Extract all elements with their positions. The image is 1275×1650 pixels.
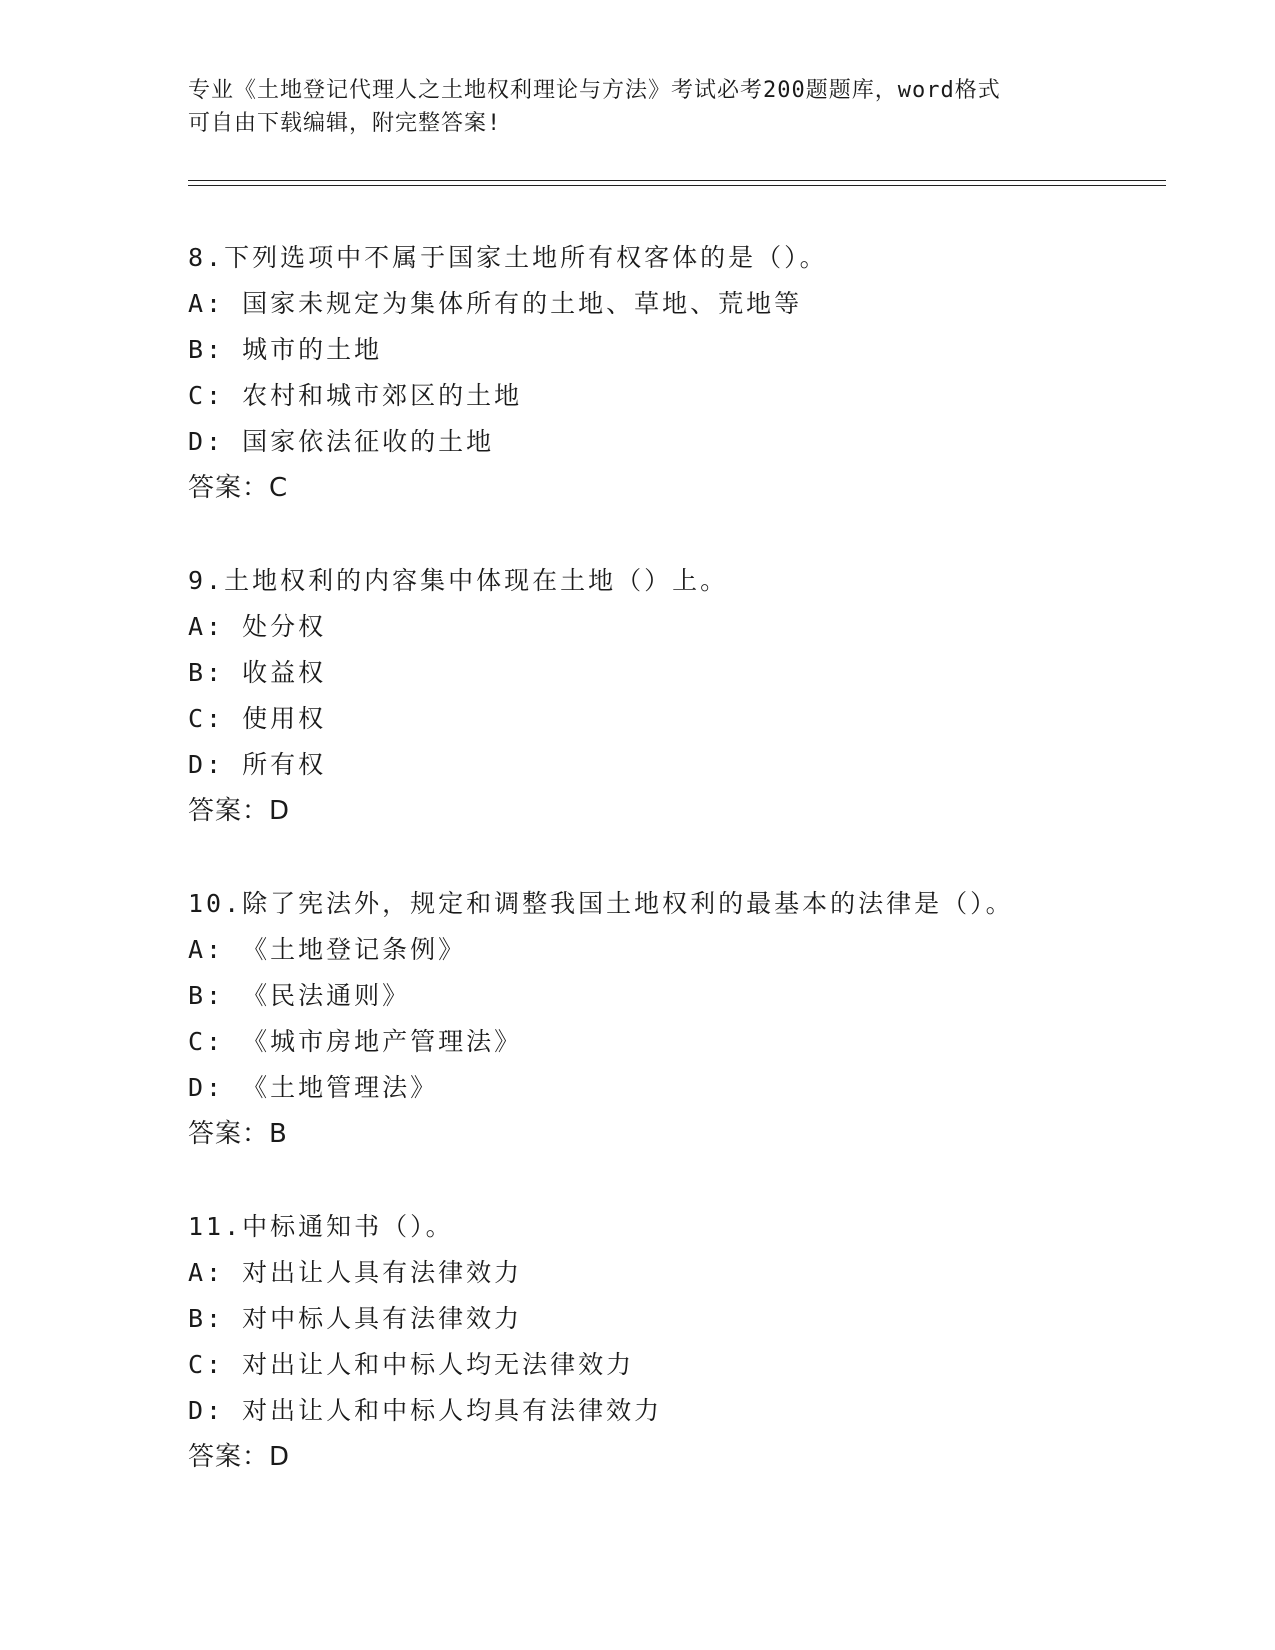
header-line-1: 专业《土地登记代理人之土地权利理论与方法》考试必考200题题库，word格式 bbox=[188, 78, 1001, 103]
option-c: C: 对出让人和中标人均无法律效力 bbox=[188, 1350, 635, 1379]
question-8 bbox=[188, 235, 1188, 511]
option-b: B: 对中标人具有法律效力 bbox=[188, 1304, 523, 1333]
option-d: D: 对出让人和中标人均具有法律效力 bbox=[188, 1396, 663, 1425]
header-line-2: 可自由下载编辑，附完整答案! bbox=[188, 111, 502, 136]
option-c: C: 《城市房地产管理法》 bbox=[188, 1027, 523, 1056]
document-header bbox=[188, 74, 1088, 140]
option-a: A: 处分权 bbox=[188, 612, 327, 641]
option-c: C: 使用权 bbox=[188, 704, 327, 733]
option-a: A: 对出让人具有法律效力 bbox=[188, 1258, 523, 1287]
question-10 bbox=[188, 881, 1188, 1157]
option-d: D: 国家依法征收的土地 bbox=[188, 427, 495, 456]
option-b: B: 城市的土地 bbox=[188, 335, 383, 364]
option-d: D: 所有权 bbox=[188, 750, 327, 779]
option-a: A: 国家未规定为集体所有的土地、草地、荒地等 bbox=[188, 289, 803, 318]
answer-line: 答案：C bbox=[188, 473, 289, 503]
question-stem: 8.下列选项中不属于国家土地所有权客体的是（）。 bbox=[188, 243, 828, 272]
option-d: D: 《土地管理法》 bbox=[188, 1073, 439, 1102]
option-c: C: 农村和城市郊区的土地 bbox=[188, 381, 523, 410]
question-11 bbox=[188, 1204, 1188, 1480]
question-stem: 11.中标通知书（）。 bbox=[188, 1212, 454, 1241]
question-stem: 9.土地权利的内容集中体现在土地（）上。 bbox=[188, 566, 729, 595]
question-stem: 10.除了宪法外，规定和调整我国土地权利的最基本的法律是（）。 bbox=[188, 889, 1014, 918]
header-divider bbox=[188, 180, 1166, 186]
answer-line: 答案：D bbox=[188, 1442, 291, 1472]
option-b: B: 《民法通则》 bbox=[188, 981, 411, 1010]
question-list bbox=[188, 235, 1188, 1527]
question-9 bbox=[188, 558, 1188, 834]
answer-line: 答案：D bbox=[188, 796, 291, 826]
option-b: B: 收益权 bbox=[188, 658, 327, 687]
answer-line: 答案：B bbox=[188, 1119, 288, 1149]
option-a: A: 《土地登记条例》 bbox=[188, 935, 467, 964]
